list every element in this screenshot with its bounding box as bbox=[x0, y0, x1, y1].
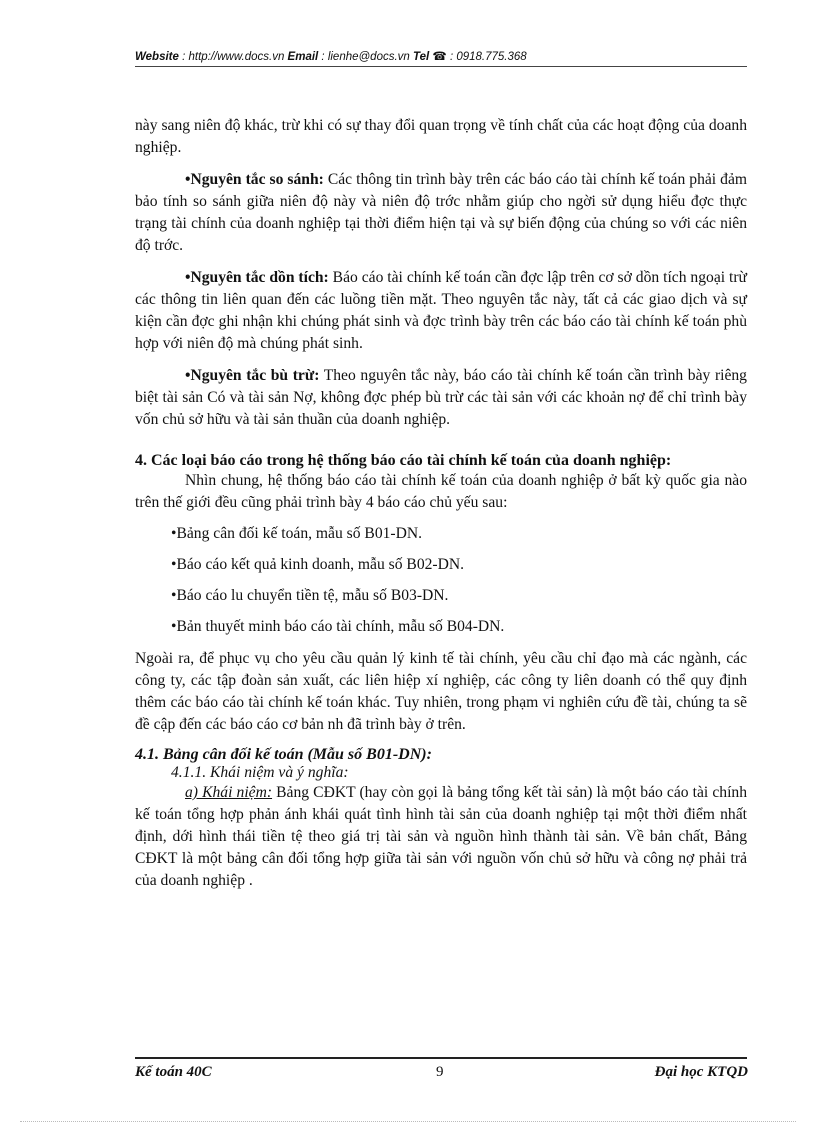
list-item-text: Bảng cân đối kế toán, mẫu số B01-DN. bbox=[176, 525, 423, 542]
list-item-text: Báo cáo lu chuyển tiền tệ, mẫu số B03-DN. bbox=[176, 587, 449, 604]
list-item-text: Báo cáo kết quả kinh doanh, mẫu số B02-DN. bbox=[176, 556, 465, 573]
header-divider bbox=[135, 66, 747, 67]
section-heading-4-1: 4.1. Bảng cân đối kế toán (Mẫu số B01-DN): bbox=[135, 746, 432, 763]
bullet-icon: • bbox=[171, 525, 177, 542]
section-heading-4-1-1: 4.1.1. Khái niệm và ý nghĩa: bbox=[171, 764, 349, 781]
phone-icon: ☎ bbox=[432, 51, 447, 63]
bullet-icon: • bbox=[171, 587, 177, 604]
list-item bbox=[135, 585, 747, 607]
paragraph-overview: Nhìn chung, hệ thống báo cáo tài chính kế toán của doanh nghiệp ở bất kỳ quốc gia nào trên thế giới đều cũng phải trình bày 4 báo cáo chủ yếu sau: bbox=[135, 472, 747, 511]
paragraph-additional: Ngoài ra, để phục vụ cho yêu cầu quản lý kinh tế tài chính, yêu cầu chỉ đạo mà các ngành, các công ty, các tập đoàn sản xuất, các liên hiệp xí nghiệp, các công ty liên doanh có thể quy định thêm các báo cáo tài chính kế toán khác. Tuy nhiên, trong phạm vi nghiên cứu đề tài, chúng ta sẽ đề cập đến các báo cáo cơ bản nh đã trình bày ở trên. bbox=[135, 650, 747, 733]
list-item bbox=[135, 523, 747, 545]
principle-comparison-title: Nguyên tắc so sánh: bbox=[190, 171, 324, 188]
definition-text: Bảng CĐKT (hay còn gọi là bảng tổng kết tài sản) là một báo cáo tài chính kế toán tổng hợp phản ánh khái quát tình hình tài sản của doanh nghiệp tại một thời điểm nhất định, dới hình thái tiền tệ theo giá trị tài sản và nguồn hình thành tài sản. Về bản chất, Bảng CĐKT là một bảng cân đối tổng hợp giữa tài sản với nguồn vốn chủ sở hữu và công nợ phải trả của doanh nghiệp . bbox=[135, 784, 747, 889]
bullet-icon: • bbox=[171, 618, 177, 635]
bullet-icon: • bbox=[185, 367, 191, 384]
principle-accrual-title: Nguyên tắc dồn tích: bbox=[190, 269, 329, 286]
paragraph-definition bbox=[135, 782, 747, 892]
footer-divider bbox=[135, 1057, 747, 1059]
list-item bbox=[135, 616, 747, 638]
principle-offset-text: Theo nguyên tắc này, báo cáo tài chính kế toán cần trình bày riêng biệt tài sản Có và tài sản Nợ, không đợc phép bù trừ các tài sản với các khoản nợ để chỉ trình bày vốn chủ sở hữu và tài sản thuần của doanh nghiệp. bbox=[135, 367, 747, 428]
bullet-icon: • bbox=[185, 269, 191, 286]
footer-right: Đại học KTQD bbox=[654, 1064, 748, 1080]
definition-label: a) Khái niệm: bbox=[185, 784, 273, 801]
page-number: 9 bbox=[436, 1064, 444, 1080]
bullet-icon: • bbox=[171, 556, 177, 573]
tel-value: : 0918.775.368 bbox=[446, 51, 527, 63]
section-heading-4: 4. Các loại báo cáo trong hệ thống báo cáo tài chính kế toán của doanh nghiệp: bbox=[135, 452, 672, 469]
paragraph-continuation: này sang niên độ khác, trừ khi có sự thay đổi quan trọng về tính chất của các hoạt động của doanh nghiệp. bbox=[135, 117, 747, 156]
principle-offset bbox=[135, 365, 747, 431]
principle-comparison-text: Các thông tin trình bày trên các báo cáo tài chính kế toán phải đảm bảo tính so sánh giữa niên độ này và niên độ trớc nhằm giúp cho ngời sử dụng hiểu đợc thực trạng tài chính của doanh nghiệp tại thời điểm hiện tại và sự biến động của chúng so với các niên độ trớc. bbox=[135, 171, 748, 254]
principle-comparison bbox=[135, 169, 747, 257]
website-link[interactable]: : http://www.docs.vn bbox=[178, 51, 288, 63]
principle-offset-title: Nguyên tắc bù trừ: bbox=[190, 367, 320, 384]
principle-accrual bbox=[135, 267, 747, 355]
document-body bbox=[135, 115, 747, 892]
website-label: Website bbox=[135, 51, 179, 63]
bullet-icon: • bbox=[185, 171, 191, 188]
page-header bbox=[135, 49, 747, 63]
email-link[interactable]: : lienhe@docs.vn bbox=[318, 51, 414, 63]
list-item bbox=[135, 554, 747, 576]
tel-label: Tel bbox=[413, 51, 430, 63]
email-label: Email bbox=[287, 51, 319, 63]
list-item-text: Bản thuyết minh báo cáo tài chính, mẫu số B04-DN. bbox=[176, 618, 505, 635]
page-bottom-border bbox=[20, 1121, 796, 1122]
footer-left: Kế toán 40C bbox=[135, 1064, 212, 1080]
principle-accrual-text: Báo cáo tài chính kế toán cần đợc lập trên cơ sở dồn tích ngoại trừ các thông tin liên quan đến các luồng tiền mặt. Theo nguyên tắc này, tất cả các giao dịch và sự kiện cần đợc ghi nhận khi chúng phát sinh và đợc trình bày trên các báo cáo tài chính kế toán phù hợp với niên độ mà chúng phát sinh. bbox=[135, 269, 747, 352]
